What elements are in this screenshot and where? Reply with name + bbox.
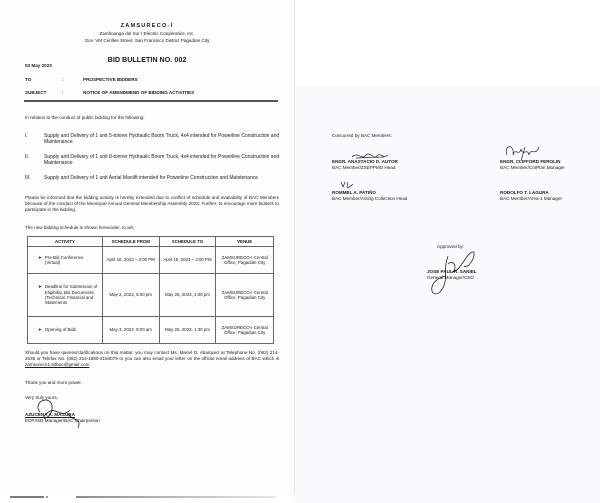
scan-edge-mark: [46, 496, 48, 498]
bid-bulletin-page-1: [0, 0, 295, 495]
bulletin-date: 03 May 2023: [25, 63, 52, 68]
table-row: [28, 247, 274, 274]
schedule-to-cell: May 26, 2023, 1:30 pm: [159, 317, 216, 344]
table-row: [28, 274, 274, 317]
subject-colon: :: [62, 90, 64, 95]
member-name: ENGR. ANASTACIO D. AUTOR: [332, 159, 398, 164]
activity-cell: [28, 247, 103, 274]
arrow-bullet-icon: ➤: [38, 284, 42, 290]
contact-text: Should you have queries/clarifications on this matter, you may contact Ms. Mariel O. Abarquez at Telephone No. (062) 214-2635 or Telefax No. (062) 214-1880-2154079 or you can also email your letter on the official email address of BAC which is: [25, 350, 279, 361]
scan-edge-mark: [10, 496, 44, 498]
closing-text: Very truly yours,: [25, 395, 58, 400]
schedule-from-cell: May 3, 2023, 9:00 am: [102, 317, 159, 344]
contact-paragraph: [25, 350, 279, 368]
org-name: ZAMSURECO-I: [120, 23, 174, 29]
column-header: ACTIVITY: [28, 237, 103, 247]
item-number: I.: [25, 133, 28, 139]
header-divider: [24, 100, 278, 102]
intro-text: In relation to the conduct of public bidding for the following:: [25, 115, 145, 120]
member-name: ROMMEL A. PATIÑO: [332, 190, 376, 195]
member-title: BAC Member/ZSEPPMD Head: [332, 165, 396, 170]
org-address: Gov. VM Cerilles Street, San Francisco District Pagadian City: [84, 38, 210, 43]
venue-cell: ZAMSURECO-I Central Office, Pagadian City: [216, 317, 274, 344]
approver-name: JOSE PAUL R. SANIEL: [427, 269, 477, 274]
arrow-bullet-icon: ➤: [38, 254, 42, 260]
activity-cell: [28, 274, 103, 317]
bidding-schedule-table: [27, 236, 274, 344]
venue-cell: ZAMSURECO-I Central Office, Pagadian City: [216, 274, 274, 317]
member-name: ENGR. CLIFFORD FEROLIN: [500, 159, 561, 164]
activity-text: Opening of Bids: [44, 327, 77, 333]
schedule-to-cell: May 26, 2023, 1:00 pm: [159, 274, 216, 317]
schedule-from-cell: May 2, 2023, 5:00 pm: [102, 274, 159, 317]
bulletin-title: BID BULLETIN NO. 002: [107, 55, 187, 64]
bac-email-link[interactable]: zamsureco1.50bac@gmail.com: [25, 362, 90, 367]
item-text: Supply and Delivery of 1 unit 8-tonner Hydraulic Boom Truck, 4x4 intended for Powerline Construction and Maintenance: [44, 154, 280, 166]
item-text: Supply and Delivery of 1 unit Aerial Manlift intended for Powerline Construction and Maintenance: [44, 175, 259, 181]
to-label: TO: [25, 77, 32, 82]
org-full-name: Zamboanga del Sur I Electric Cooperative, Inc.: [99, 31, 195, 36]
to-colon: :: [62, 77, 64, 82]
notice-paragraph: Please be informed that the bidding activity is hereby extended due to conflict of schedule and availability of BAC Members because of the conduct of the Municipal Annual General Membership Assembly 2023. Further, to encourage more bidders to participate in the bidding.: [25, 195, 279, 212]
column-header: SCHEDULE FROM: [102, 237, 159, 247]
initials-icon: [340, 181, 354, 189]
member-title: BAC Member/CorPlan Manager: [500, 165, 565, 170]
approver-title: General Manager/CEO: [427, 275, 474, 280]
table-row: [28, 317, 274, 344]
bid-bulletin-page-2: [295, 85, 600, 503]
activity-cell: [28, 317, 103, 344]
to-value: PROSPECTIVE BIDDERS: [83, 77, 138, 82]
member-title: BAC Member/Acting Collection Head: [332, 196, 408, 201]
subject-label: SUBJECT: [25, 90, 47, 95]
approved-label: Approved by:: [437, 244, 465, 249]
arrow-bullet-icon: ➤: [38, 327, 42, 333]
activity-text: Pre-Bid Conference (Virtual): [44, 254, 84, 265]
member-title: BAC Member/Area-1 Manager: [500, 196, 563, 201]
subject-value: NOTICE OF AMENDMEND OF BIDDING ACTIVITIES: [83, 90, 195, 95]
column-header: SCHEDULE TO: [159, 237, 216, 247]
table-header-row: [28, 237, 274, 247]
schedule-intro: The new bidding schedule is shown hereunder, to wit;: [25, 225, 135, 230]
member-name: RODOLFO T. LAGURA: [500, 190, 549, 195]
schedule-to-cell: April 18, 2023 – 3:00 PM: [159, 247, 216, 274]
signatory-title: EDP/ISD Manager/BAC Chairperson: [25, 418, 100, 423]
venue-cell: ZAMSURECO-I Central Office, Pagadian City: [216, 247, 274, 274]
signatory-name: AZUCENA A. MAGURA: [25, 412, 75, 417]
item-number: II.: [25, 154, 30, 160]
thanks-text: Thank you and more power.: [25, 380, 82, 385]
scan-edge-mark: [76, 496, 276, 498]
concurred-label: Concurred by BAC Members:: [332, 133, 392, 138]
schedule-from-cell: April 18, 2023 – 3:00 PM: [102, 247, 159, 274]
activity-text: Deadline for Submission of Eligibility, Bid Documents (Technical, Financial and Statements: [44, 284, 98, 306]
item-text: Supply and Delivery of 1 unit 5-tonner Hydraulic Boom Truck, 4x4 intended for Powerline Construction and Maintenance: [44, 133, 280, 145]
column-header: VENUE: [216, 237, 274, 247]
item-number: III.: [25, 175, 31, 181]
